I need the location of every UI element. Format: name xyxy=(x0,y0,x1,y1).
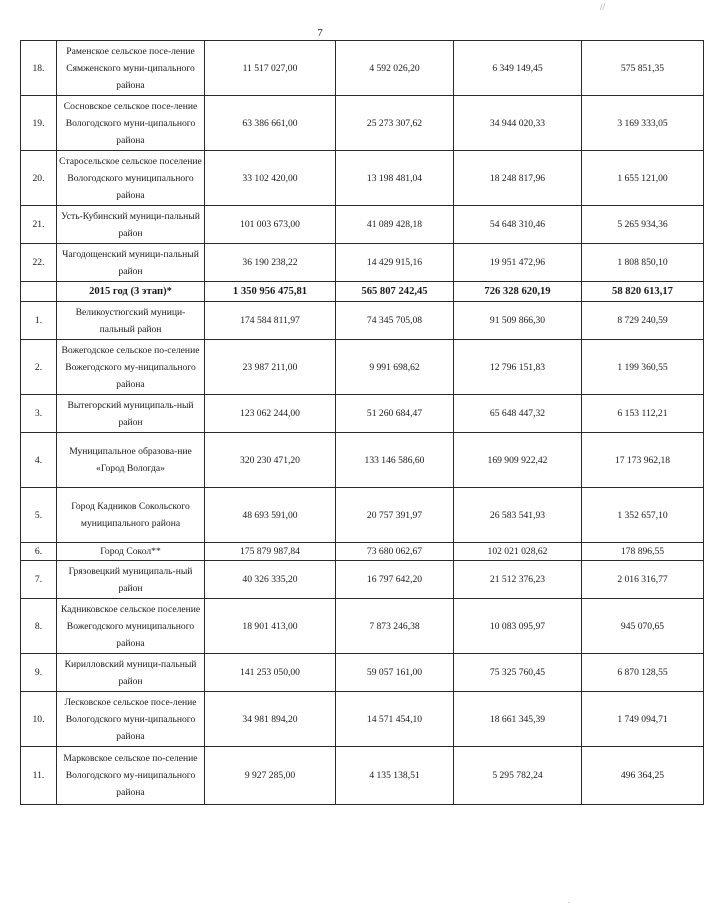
row-value-col2: 59 057 161,00 xyxy=(336,654,454,692)
row-value-col2: 51 260 684,47 xyxy=(336,395,454,433)
table-row xyxy=(21,96,704,151)
row-name: Грязовецкий муниципаль-ный район xyxy=(57,561,205,599)
row-value-col3: 18 661 345,39 xyxy=(454,692,582,747)
row-number: 10. xyxy=(21,692,57,747)
row-name: Марковское сельское по-селение Вологодского му-ниципального района xyxy=(57,747,205,805)
row-number: 20. xyxy=(21,151,57,206)
table-row xyxy=(21,302,704,340)
row-value-col4: 1 199 360,55 xyxy=(582,340,704,395)
row-value-col2: 16 797 642,20 xyxy=(336,561,454,599)
corner-mark: // xyxy=(600,2,606,12)
table-row xyxy=(21,561,704,599)
row-number: 7. xyxy=(21,561,57,599)
row-value-col4: 945 070,65 xyxy=(582,599,704,654)
row-number: 1. xyxy=(21,302,57,340)
table-row xyxy=(21,151,704,206)
row-value-col3: 12 796 151,83 xyxy=(454,340,582,395)
row-name: Чагодощенский муници-пальный район xyxy=(57,244,205,282)
row-value-col4: 6 153 112,21 xyxy=(582,395,704,433)
row-value-col2: 4 592 026,20 xyxy=(336,41,454,96)
row-value-col4: 8 729 240,59 xyxy=(582,302,704,340)
row-value-col3: 34 944 020,33 xyxy=(454,96,582,151)
row-value-col4: 1 352 657,10 xyxy=(582,488,704,543)
row-value-col2: 565 807 242,45 xyxy=(336,282,454,302)
row-value-col3: 169 909 922,42 xyxy=(454,433,582,488)
row-value-col4: 1 808 850,10 xyxy=(582,244,704,282)
row-value-col4: 6 870 128,55 xyxy=(582,654,704,692)
row-value-col3: 726 328 620,19 xyxy=(454,282,582,302)
row-name: Сосновское сельское посе-ление Вологодского муни-ципального района xyxy=(57,96,205,151)
row-value-total: 123 062 244,00 xyxy=(205,395,336,433)
row-name: Усть-Кубинский муници-пальный район xyxy=(57,206,205,244)
row-value-col2: 13 198 481,04 xyxy=(336,151,454,206)
table-row xyxy=(21,599,704,654)
row-number: 5. xyxy=(21,488,57,543)
row-value-total: 101 003 673,00 xyxy=(205,206,336,244)
row-name: Муниципальное образова-ние «Город Вологда» xyxy=(57,433,205,488)
row-value-col3: 21 512 376,23 xyxy=(454,561,582,599)
row-name: Старосельское сельское поселение Вологодского муниципального района xyxy=(57,151,205,206)
row-number: 6. xyxy=(21,543,57,561)
row-value-col3: 10 083 095,97 xyxy=(454,599,582,654)
row-value-col3: 65 648 447,32 xyxy=(454,395,582,433)
table-row xyxy=(21,543,704,561)
row-value-col4: 575 851,35 xyxy=(582,41,704,96)
row-value-col2: 7 873 246,38 xyxy=(336,599,454,654)
row-name: Вытегорский муниципаль-ный район xyxy=(57,395,205,433)
row-value-col3: 54 648 310,46 xyxy=(454,206,582,244)
row-value-col2: 41 089 428,18 xyxy=(336,206,454,244)
funding-table xyxy=(20,40,704,805)
row-value-col2: 25 273 307,62 xyxy=(336,96,454,151)
row-name: Лесковское сельское посе-ление Вологодского муни-ципального района xyxy=(57,692,205,747)
row-value-col3: 102 021 028,62 xyxy=(454,543,582,561)
row-name: 2015 год (3 этап)* xyxy=(57,282,205,302)
row-number: 19. xyxy=(21,96,57,151)
row-value-total: 63 386 661,00 xyxy=(205,96,336,151)
row-name: Вожегодское сельское по-селение Вожегодского му-ниципального района xyxy=(57,340,205,395)
table-row xyxy=(21,692,704,747)
row-value-col2: 14 429 915,16 xyxy=(336,244,454,282)
row-value-col3: 6 349 149,45 xyxy=(454,41,582,96)
row-value-col4: 178 896,55 xyxy=(582,543,704,561)
table-section-row xyxy=(21,282,704,302)
row-number: 3. xyxy=(21,395,57,433)
row-value-col2: 9 991 698,62 xyxy=(336,340,454,395)
row-number: 2. xyxy=(21,340,57,395)
table-row xyxy=(21,340,704,395)
row-value-col3: 18 248 817,96 xyxy=(454,151,582,206)
row-number: 11. xyxy=(21,747,57,805)
row-value-col4: 17 173 962,18 xyxy=(582,433,704,488)
row-value-total: 23 987 211,00 xyxy=(205,340,336,395)
row-name: Кадниковское сельское поселение Вожегодского муниципального района xyxy=(57,599,205,654)
row-value-total: 141 253 050,00 xyxy=(205,654,336,692)
row-value-total: 40 326 335,20 xyxy=(205,561,336,599)
bottom-mark: . xyxy=(568,895,571,905)
row-value-total: 320 230 471,20 xyxy=(205,433,336,488)
row-value-total: 174 584 811,97 xyxy=(205,302,336,340)
row-value-total: 11 517 027,00 xyxy=(205,41,336,96)
row-value-col3: 19 951 472,96 xyxy=(454,244,582,282)
row-value-total: 1 350 956 475,81 xyxy=(205,282,336,302)
row-value-col2: 73 680 062,67 xyxy=(336,543,454,561)
row-value-col2: 14 571 454,10 xyxy=(336,692,454,747)
row-value-col3: 91 509 866,30 xyxy=(454,302,582,340)
row-name: Город Кадников Сокольского муниципального района xyxy=(57,488,205,543)
row-number: 21. xyxy=(21,206,57,244)
row-number: 4. xyxy=(21,433,57,488)
table-row xyxy=(21,395,704,433)
table-row xyxy=(21,747,704,805)
row-value-total: 18 901 413,00 xyxy=(205,599,336,654)
table-row xyxy=(21,654,704,692)
row-value-col4: 2 016 316,77 xyxy=(582,561,704,599)
page-number: 7 xyxy=(317,27,323,39)
row-value-total: 48 693 591,00 xyxy=(205,488,336,543)
row-value-col4: 1 655 121,00 xyxy=(582,151,704,206)
table-row xyxy=(21,488,704,543)
table-row xyxy=(21,244,704,282)
row-value-col3: 26 583 541,93 xyxy=(454,488,582,543)
row-value-total: 9 927 285,00 xyxy=(205,747,336,805)
row-value-col4: 58 820 613,17 xyxy=(582,282,704,302)
row-value-col4: 1 749 094,71 xyxy=(582,692,704,747)
row-name: Город Сокол** xyxy=(57,543,205,561)
row-name: Великоустюгский муници-пальный район xyxy=(57,302,205,340)
row-value-col2: 20 757 391,97 xyxy=(336,488,454,543)
table-body xyxy=(21,41,704,805)
row-value-total: 175 879 987,84 xyxy=(205,543,336,561)
row-value-total: 33 102 420,00 xyxy=(205,151,336,206)
row-value-col2: 133 146 586,60 xyxy=(336,433,454,488)
table-row xyxy=(21,41,704,96)
row-value-col4: 3 169 333,05 xyxy=(582,96,704,151)
table-row xyxy=(21,433,704,488)
row-value-col2: 74 345 705,08 xyxy=(336,302,454,340)
row-number xyxy=(21,282,57,302)
row-name: Раменское сельское посе-ление Сямженского муни-ципального района xyxy=(57,41,205,96)
row-number: 18. xyxy=(21,41,57,96)
row-number: 8. xyxy=(21,599,57,654)
row-number: 22. xyxy=(21,244,57,282)
row-value-col3: 5 295 782,24 xyxy=(454,747,582,805)
row-value-total: 36 190 238,22 xyxy=(205,244,336,282)
row-value-col4: 496 364,25 xyxy=(582,747,704,805)
row-value-total: 34 981 894,20 xyxy=(205,692,336,747)
row-number: 9. xyxy=(21,654,57,692)
row-name: Кирилловский муници-пальный район xyxy=(57,654,205,692)
row-value-col3: 75 325 760,45 xyxy=(454,654,582,692)
table-row xyxy=(21,206,704,244)
row-value-col2: 4 135 138,51 xyxy=(336,747,454,805)
row-value-col4: 5 265 934,36 xyxy=(582,206,704,244)
